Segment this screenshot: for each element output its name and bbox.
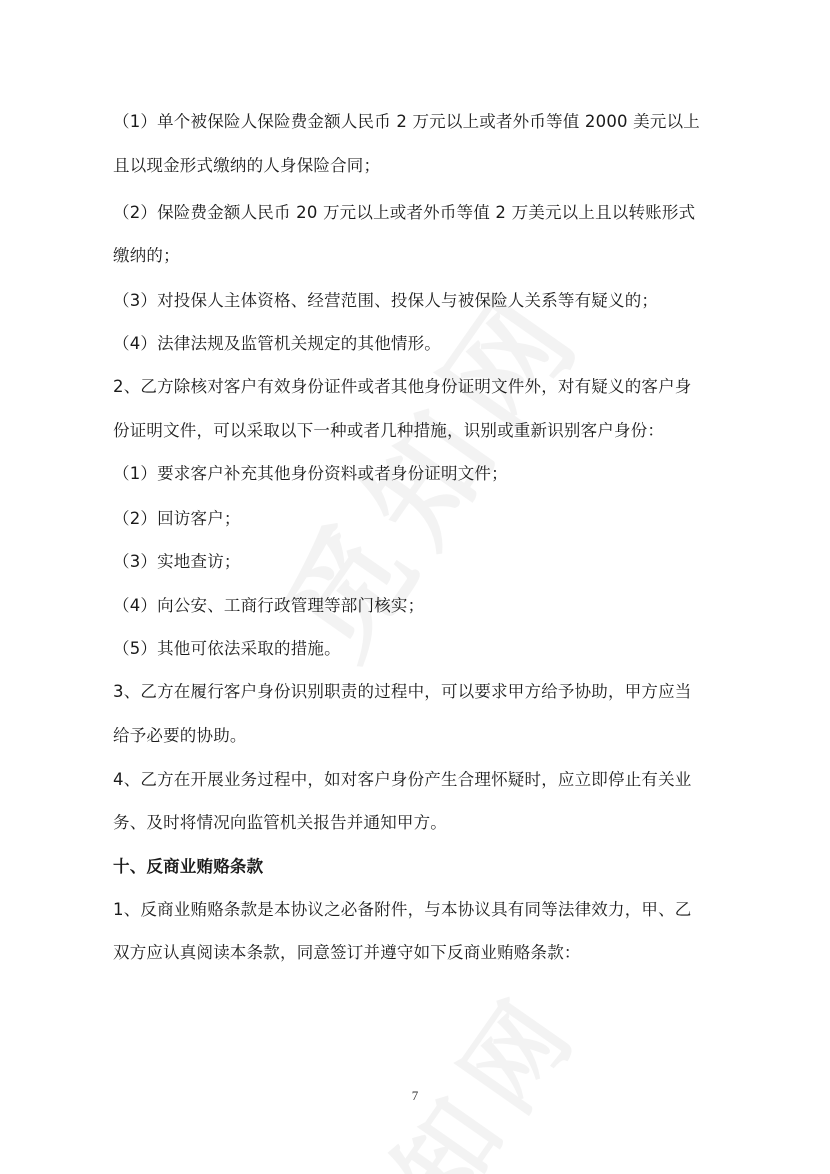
text-line: 双方应认真阅读本条款，同意签订并遵守如下反商业贿赂条款： (113, 943, 581, 962)
watermark (286, 956, 607, 1174)
text-line: 1、反商业贿赂条款是本协议之必备附件，与本协议具有同等法律效力，甲、乙 (113, 900, 692, 919)
text-line: （1）要求客户补充其他身份资料或者身份证明文件； (113, 464, 508, 483)
text-line: （4）向公安、工商行政管理等部门核实； (113, 596, 425, 615)
text-line: （3）实地查访； (113, 552, 241, 571)
text-line: （3）对投保人主体资格、经营范围、投保人与被保险人关系等有疑义的； (113, 291, 659, 310)
text-line: （5）其他可依法采取的措施。 (113, 639, 341, 658)
section-heading: 十、反商业贿赂条款 (113, 857, 264, 876)
text-line: 务、及时将情况向监管机关报告并通知甲方。 (113, 813, 447, 832)
page-number: 7 (411, 1088, 419, 1103)
text-line: 给予必要的协助。 (113, 726, 247, 745)
text-line: 且以现金形式缴纳的人身保险合同； (113, 156, 381, 175)
text-line: 缴纳的； (113, 246, 180, 265)
text-line: （4）法律法规及监管机关规定的其他情形。 (113, 334, 441, 353)
text-line: 份证明文件，可以采取以下一种或者几种措施，识别或重新识别客户身份： (113, 421, 665, 440)
text-line: （2）回访客户； (113, 509, 241, 528)
text-line: 3、乙方在履行客户身份识别职责的过程中，可以要求甲方给予协助，甲方应当 (113, 682, 692, 701)
text-line: （2）保险费金额人民币 20 万元以上或者外币等值 2 万美元以上且以转账形式 (113, 203, 696, 222)
text-line: 4、乙方在开展业务过程中，如对客户身份产生合理怀疑时，应立即停止有关业 (113, 770, 692, 789)
text-line: （1）单个被保险人保险费金额人民币 2 万元以上或者外币等值 2000 美元以上 (113, 112, 700, 131)
text-line: 2、乙方除核对客户有效身份证件或者其他身份证明文件外，对有疑义的客户身 (113, 377, 692, 396)
